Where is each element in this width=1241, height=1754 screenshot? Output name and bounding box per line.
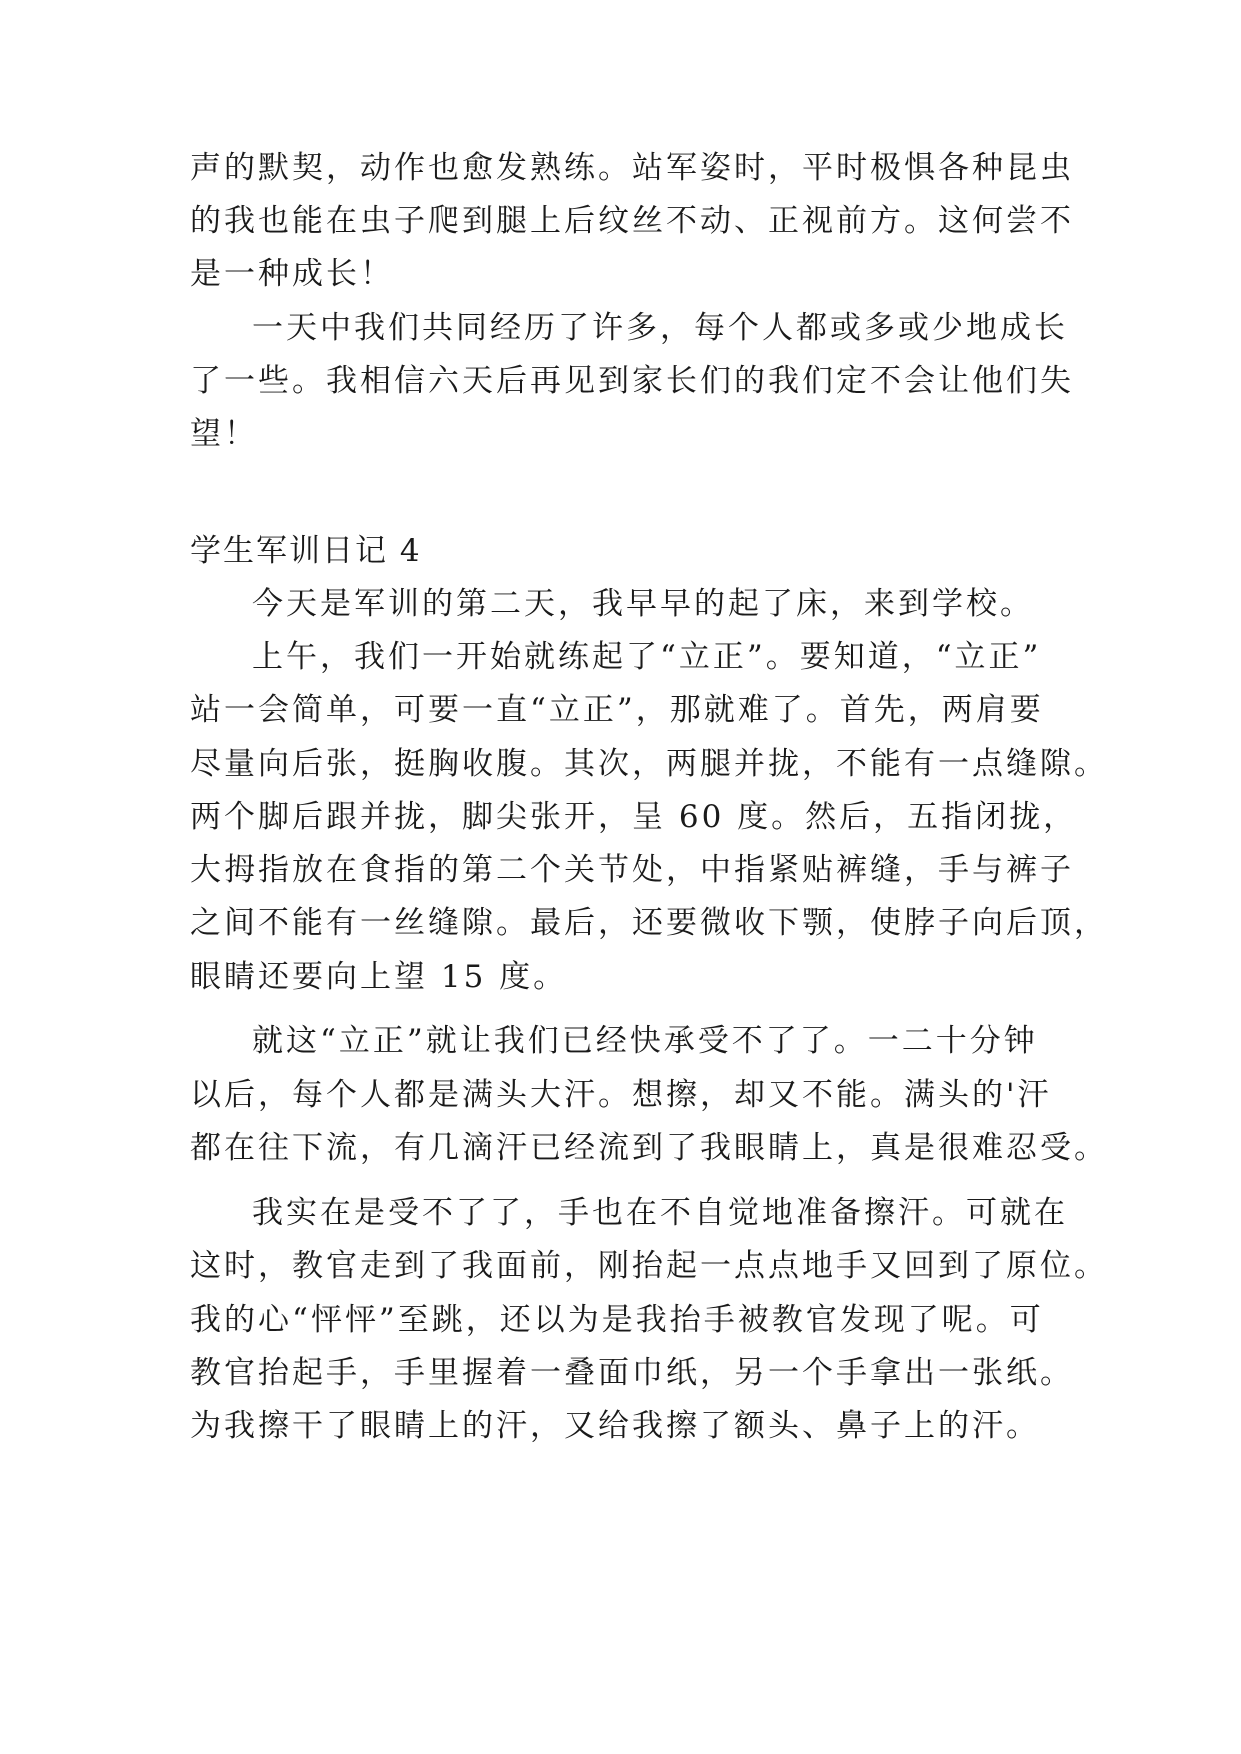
text-line: 为我擦干了眼睛上的汗，又给我擦了额头、鼻子上的汗。 (190, 1408, 1040, 1444)
text-line: 站一会简单，可要一直“立正”，那就难了。首先，两肩要 (190, 692, 1044, 728)
text-line: 是一种成长！ (190, 256, 394, 292)
text-line: 这时，教官走到了我面前，刚抬起一点点地手又回到了原位。 (190, 1248, 1108, 1284)
text-line: 今天是军训的第二天，我早早的起了床，来到学校。 (252, 586, 1034, 622)
text-line: 我实在是受不了了，手也在不自觉地准备擦汗。可就在 (252, 1195, 1068, 1231)
text-line: 尽量向后张，挺胸收腹。其次，两腿并拢，不能有一点缝隙。 (190, 746, 1108, 782)
text-line: 望！ (190, 416, 258, 452)
text-line: 一天中我们共同经历了许多，每个人都或多或少地成长 (252, 310, 1068, 346)
text-line: 的我也能在虫子爬到腿上后纹丝不动、正视前方。这何尝不 (190, 203, 1074, 239)
text-line: 上午，我们一开始就练起了“立正”。要知道，“立正” (252, 639, 1042, 675)
text-line: 以后，每个人都是满头大汗。想擦，却又不能。满头的'汗 (190, 1077, 1052, 1113)
text-line: 了一些。我相信六天后再见到家长们的我们定不会让他们失 (190, 363, 1074, 399)
text-line: 之间不能有一丝缝隙。最后，还要微收下颚，使脖子向后顶， (190, 905, 1108, 941)
text-line: 两个脚后跟并拢，脚尖张开，呈 60 度。然后，五指闭拢， (190, 799, 1078, 835)
text-line: 眼睛还要向上望 15 度。 (190, 959, 568, 995)
text-line: 大拇指放在食指的第二个关节处，中指紧贴裤缝，手与裤子 (190, 852, 1074, 888)
section-heading: 学生军训日记 4 (190, 533, 422, 569)
text-line: 就这“立正”就让我们已经快承受不了了。一二十分钟 (252, 1023, 1038, 1059)
text-line: 都在往下流，有几滴汗已经流到了我眼睛上，真是很难忍受。 (190, 1130, 1108, 1166)
text-line: 声的默契，动作也愈发熟练。站军姿时，平时极惧各种昆虫 (190, 150, 1074, 186)
text-line: 我的心“怦怦”至跳，还以为是我抬手被教官发现了呢。可 (190, 1302, 1044, 1338)
text-line: 教官抬起手，手里握着一叠面巾纸，另一个手拿出一张纸。 (190, 1355, 1074, 1391)
